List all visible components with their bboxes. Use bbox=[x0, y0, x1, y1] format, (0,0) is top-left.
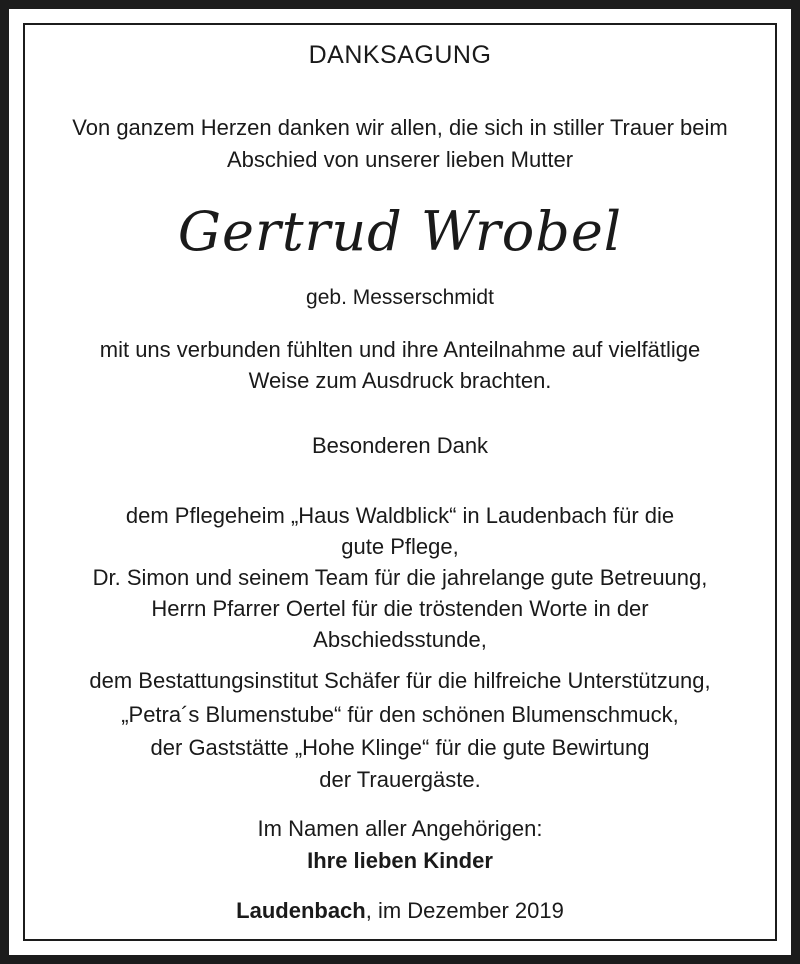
intro-line-1: Von ganzem Herzen danken wir allen, die sich in stiller Trauer beim bbox=[72, 115, 728, 140]
thanks-line: Herrn Pfarrer Oertel für die tröstenden Worte in der bbox=[151, 596, 649, 621]
special-thanks-heading: Besonderen Dank bbox=[311, 433, 489, 458]
thanks-line: „Petra´s Blumenstube“ für den schönen Blumenschmuck, bbox=[121, 702, 679, 727]
thanks-line: der Trauergäste. bbox=[319, 767, 481, 792]
birth-name: geb. Messerschmidt bbox=[306, 286, 494, 309]
signature: Ihre lieben Kinder bbox=[307, 848, 493, 873]
middle-line-1: mit uns verbunden fühlten und ihre Anteilnahme auf vielfätlige bbox=[99, 337, 701, 362]
thanks-line: der Gaststätte „Hohe Klinge“ für die gute Bewirtung bbox=[150, 735, 650, 760]
place: Laudenbach bbox=[236, 898, 366, 923]
thanks-line: dem Pflegeheim „Haus Waldblick“ in Laudenbach für die bbox=[125, 503, 675, 528]
place-date bbox=[0, 896, 800, 926]
heading: DANKSAGUNG bbox=[308, 41, 492, 69]
thanks-line: Abschiedsstunde, bbox=[313, 627, 487, 652]
deceased-name: Gertrud Wrobel bbox=[177, 200, 623, 263]
thanks-line: dem Bestattungsinstitut Schäfer für die hilfreiche Unterstützung, bbox=[89, 668, 711, 693]
date: , im Dezember 2019 bbox=[365, 898, 564, 923]
signature-intro: Im Namen aller Angehörigen: bbox=[257, 816, 543, 841]
intro-line-2: Abschied von unserer lieben Mutter bbox=[226, 147, 574, 172]
thanks-line: gute Pflege, bbox=[341, 534, 459, 559]
middle-line-2: Weise zum Ausdruck brachten. bbox=[248, 368, 552, 393]
thanks-line: Dr. Simon und seinem Team für die jahrelange gute Betreuung, bbox=[92, 565, 708, 590]
